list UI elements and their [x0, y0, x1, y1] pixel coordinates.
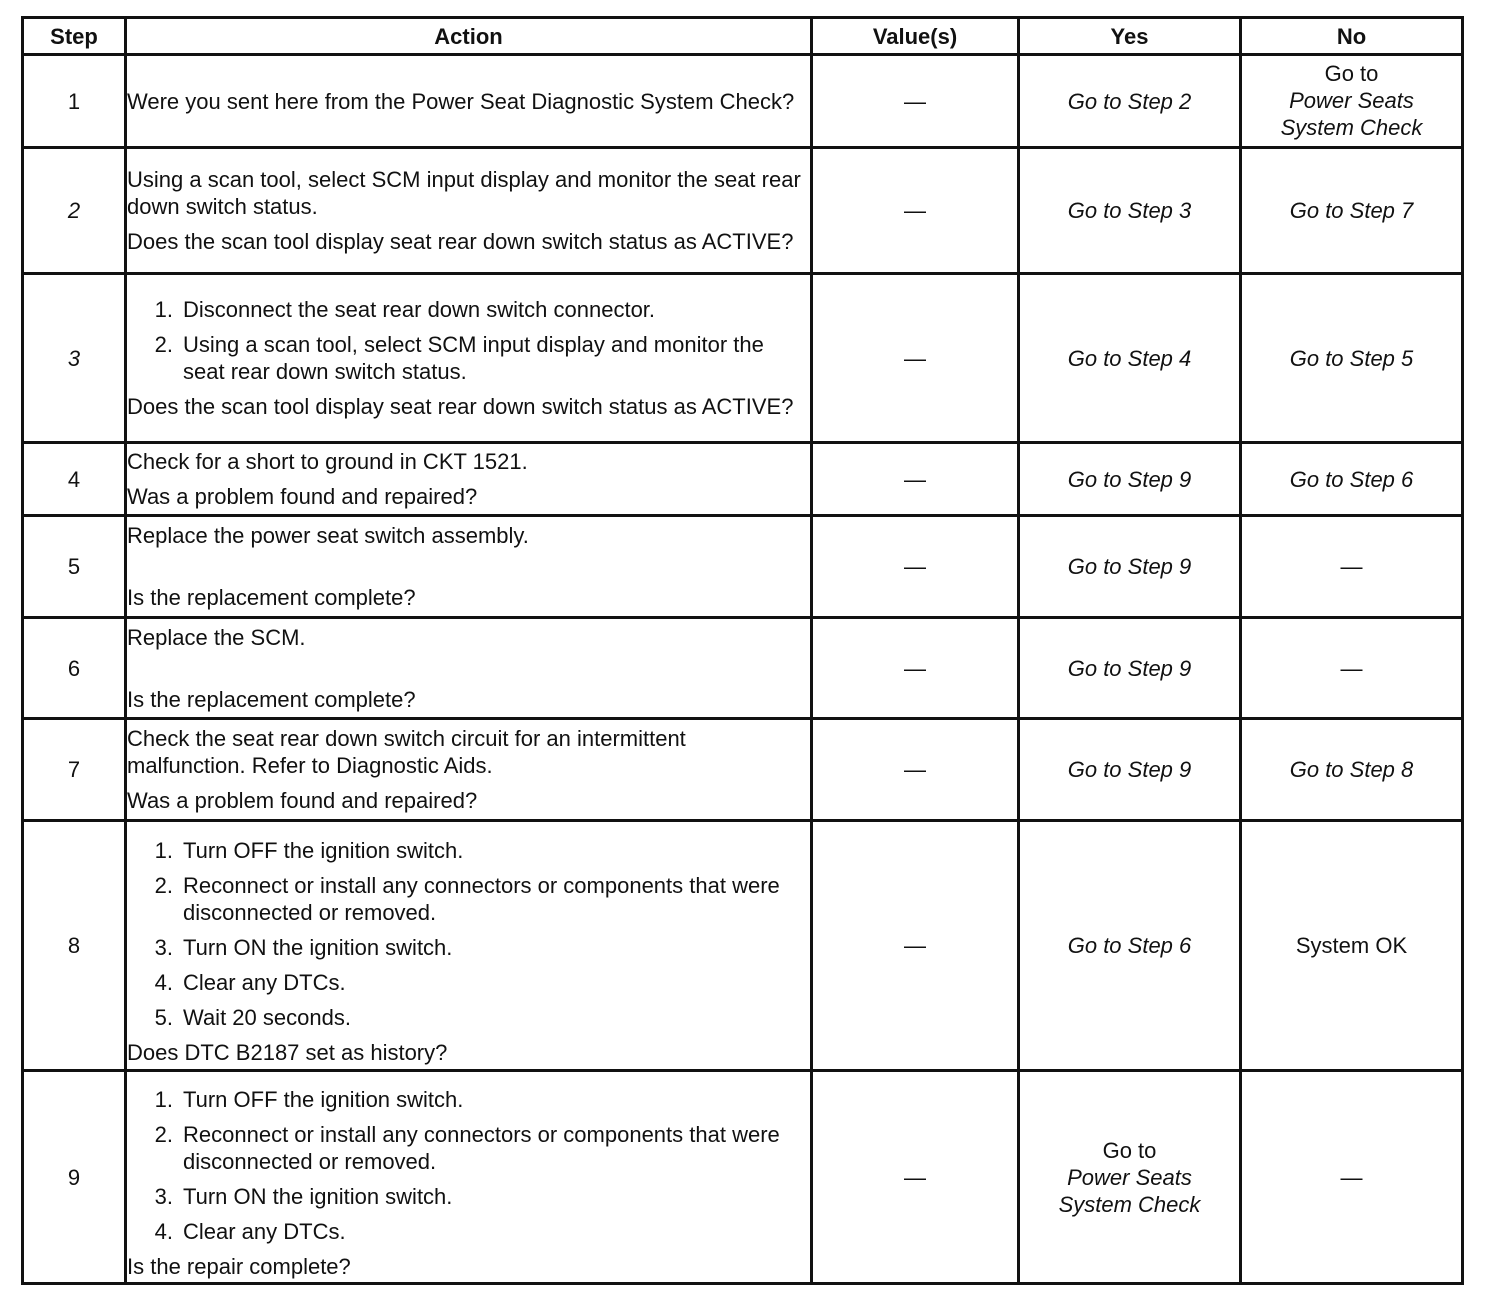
no-cell: Go to Step 5 [1241, 274, 1463, 443]
value-cell: — [812, 55, 1019, 148]
no-cell: Go to Step 6 [1241, 443, 1463, 516]
list-text: Reconnect or install any connectors or components that were disconnected or removed. [183, 1122, 780, 1174]
list-number: 2. [154, 332, 173, 357]
no-cell: — [1241, 516, 1463, 618]
action-text: Using a scan tool, select SCM input display and monitor the seat rear down switch status. [127, 167, 801, 219]
list-number: 5. [154, 1005, 173, 1030]
table-row [23, 274, 1463, 443]
step-number: 1 [23, 55, 126, 148]
no-cell: Go to Step 8 [1241, 719, 1463, 821]
yes-cell: Go to Step 4 [1019, 274, 1241, 443]
list-number: 2. [154, 1122, 173, 1147]
list-number: 4. [154, 1219, 173, 1244]
yes-cell: Go to Step 2 [1019, 55, 1241, 148]
value-cell: — [812, 1071, 1019, 1284]
yes-cell: Go to Step 9 [1019, 443, 1241, 516]
list-text: Using a scan tool, select SCM input display and monitor the seat rear down switch status. [183, 332, 764, 384]
list-item [127, 331, 810, 385]
action-list [127, 296, 810, 385]
action-cell [126, 516, 812, 618]
value-cell: — [812, 618, 1019, 719]
action-cell [126, 148, 812, 274]
action-question: Does the scan tool display seat rear down switch status as ACTIVE? [127, 229, 794, 254]
yes-cell [1019, 1071, 1241, 1284]
action-cell [126, 821, 812, 1071]
action-question: Was a problem found and repaired? [127, 788, 478, 813]
action-cell [126, 719, 812, 821]
list-text: Disconnect the seat rear down switch connector. [183, 297, 656, 322]
list-number: 2. [154, 873, 173, 898]
step-number: 4 [23, 443, 126, 516]
yes-cell: Go to Step 9 [1019, 516, 1241, 618]
list-number: 3. [154, 1184, 173, 1209]
list-text: Turn OFF the ignition switch. [183, 1087, 464, 1112]
list-item [127, 969, 810, 996]
step-number: 3 [23, 274, 126, 443]
action-text: Were you sent here from the Power Seat Diagnostic System Check? [127, 88, 795, 114]
list-number: 1. [154, 838, 173, 863]
list-item [127, 296, 810, 323]
header-action: Action [126, 18, 812, 55]
action-cell [126, 55, 812, 148]
no-goto-line: Go to [1324, 61, 1379, 86]
yes-cell: Go to Step 9 [1019, 719, 1241, 821]
action-question: Does the scan tool display seat rear down switch status as ACTIVE? [127, 394, 794, 419]
list-text: Turn OFF the ignition switch. [183, 838, 464, 863]
list-text: Wait 20 seconds. [183, 1005, 351, 1030]
step-number: 7 [23, 719, 126, 821]
action-list [127, 837, 810, 1031]
list-text: Reconnect or install any connectors or components that were disconnected or removed. [183, 873, 780, 925]
yes-reference-line: Power Seats [1067, 1164, 1192, 1190]
list-item [127, 1218, 810, 1245]
no-reference-line: System Check [1280, 115, 1423, 140]
list-number: 1. [154, 297, 173, 322]
step-number: 5 [23, 516, 126, 618]
table-row [23, 148, 1463, 274]
list-text: Clear any DTCs. [183, 1219, 346, 1244]
action-cell [126, 1071, 812, 1284]
list-item [127, 872, 810, 926]
list-item [127, 1183, 810, 1210]
list-number: 4. [154, 970, 173, 995]
action-text: Replace the power seat switch assembly. [127, 523, 529, 548]
table-row [23, 618, 1463, 719]
yes-cell: Go to Step 3 [1019, 148, 1241, 274]
table-row [23, 443, 1463, 516]
table-row [23, 719, 1463, 821]
action-question: Is the replacement complete? [127, 686, 416, 712]
value-cell: — [812, 516, 1019, 618]
action-cell [126, 443, 812, 516]
yes-goto-line: Go to [1102, 1137, 1157, 1163]
value-cell: — [812, 274, 1019, 443]
list-number: 1. [154, 1087, 173, 1112]
action-cell [126, 618, 812, 719]
no-cell: System OK [1241, 821, 1463, 1071]
list-item [127, 1004, 810, 1031]
list-number: 3. [154, 935, 173, 960]
no-cell: — [1241, 618, 1463, 719]
step-number: 8 [23, 821, 126, 1071]
list-item [127, 934, 810, 961]
table-row [23, 1071, 1463, 1284]
list-item [127, 837, 810, 864]
list-item [127, 1086, 810, 1113]
action-text: Replace the SCM. [127, 624, 306, 650]
list-text: Turn ON the ignition switch. [183, 1184, 453, 1209]
action-question: Is the replacement complete? [127, 585, 416, 610]
diagnostic-table [21, 16, 1464, 1285]
table-row [23, 821, 1463, 1071]
header-yes: Yes [1019, 18, 1241, 55]
no-cell: Go to Step 7 [1241, 148, 1463, 274]
table-row [23, 516, 1463, 618]
value-cell: — [812, 443, 1019, 516]
no-cell: — [1241, 1071, 1463, 1284]
action-question: Was a problem found and repaired? [127, 484, 478, 509]
action-list [127, 1086, 810, 1245]
action-question: Does DTC B2187 set as history? [127, 1040, 448, 1065]
header-step: Step [23, 18, 126, 55]
yes-cell: Go to Step 9 [1019, 618, 1241, 719]
action-text: Check the seat rear down switch circuit for an intermittent malfunction. Refer to Diagnostic Aids. [127, 726, 686, 778]
list-text: Clear any DTCs. [183, 970, 346, 995]
header-values: Value(s) [812, 18, 1019, 55]
value-cell: — [812, 148, 1019, 274]
step-number: 2 [23, 148, 126, 274]
value-cell: — [812, 821, 1019, 1071]
list-text: Turn ON the ignition switch. [183, 935, 453, 960]
header-row [23, 18, 1463, 55]
no-reference-line: Power Seats [1289, 88, 1414, 113]
yes-reference-line: System Check [1058, 1191, 1201, 1217]
step-number: 6 [23, 618, 126, 719]
step-number: 9 [23, 1071, 126, 1284]
yes-cell: Go to Step 6 [1019, 821, 1241, 1071]
action-cell [126, 274, 812, 443]
value-cell: — [812, 719, 1019, 821]
table-row [23, 55, 1463, 148]
action-text: Check for a short to ground in CKT 1521. [127, 449, 528, 474]
list-item [127, 1121, 810, 1175]
no-cell [1241, 55, 1463, 148]
header-no: No [1241, 18, 1463, 55]
action-question: Is the repair complete? [127, 1254, 351, 1279]
